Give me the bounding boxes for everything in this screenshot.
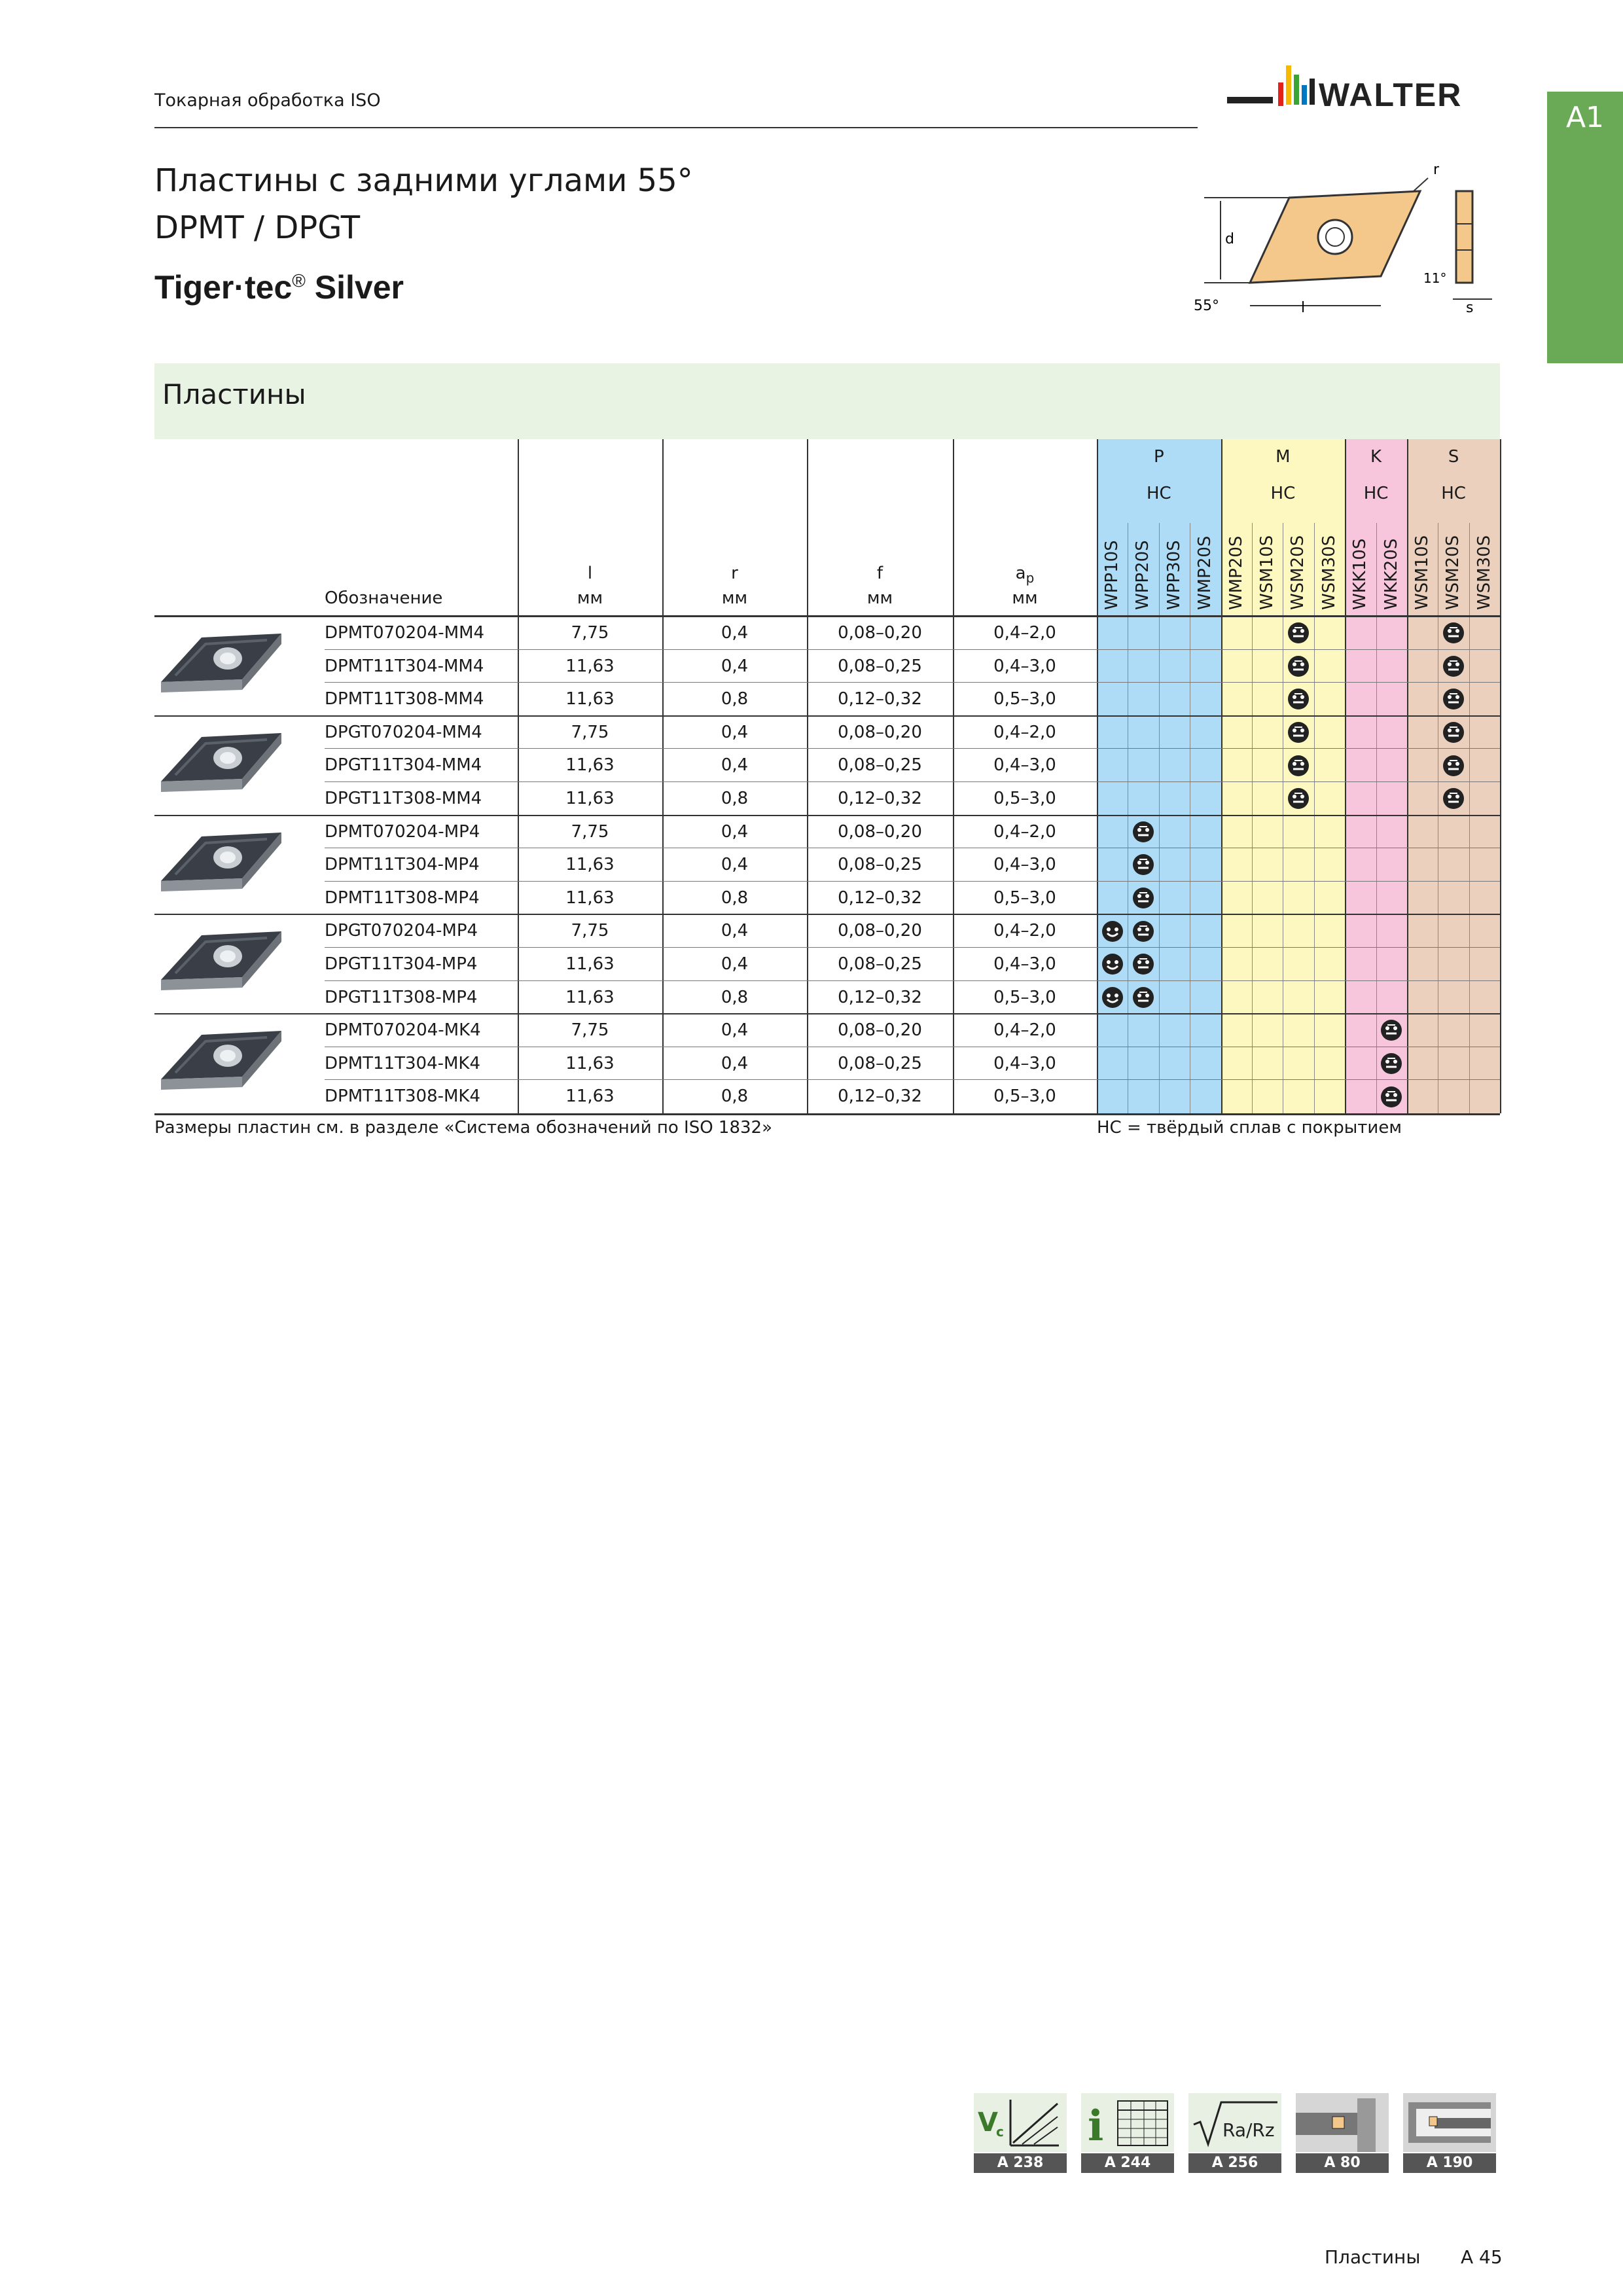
recommended-grade-icon: [1442, 755, 1465, 777]
cell-f: 0,12–0,32: [838, 789, 922, 808]
cell-f: 0,08–0,20: [838, 921, 922, 941]
cell-designation: DPGT11T308-MM4: [325, 789, 482, 808]
cell-designation: DPGT11T308-MP4: [325, 987, 478, 1007]
footnote-hc: HC = твёрдый сплав с покрытием: [1097, 1118, 1402, 1138]
col-header-unit: мм: [1012, 588, 1038, 608]
table-bottom-rule: [154, 1113, 1500, 1115]
cell-designation: DPMT070204-MK4: [325, 1020, 481, 1041]
footnote-dimensions: Размеры пластин см. в разделе «Система обозначений по ISO 1832»: [154, 1118, 773, 1138]
svg-text:V: V: [978, 2108, 998, 2138]
insert-photo: [156, 925, 287, 1003]
insert-photo: [156, 726, 287, 805]
chapter-tab: A1: [1547, 92, 1623, 363]
info-table-icon: [1081, 2093, 1174, 2152]
cell-l: 11,63: [565, 789, 615, 808]
cell-ap: 0,4–3,0: [993, 855, 1056, 875]
cell-f: 0,08–0,20: [838, 821, 922, 842]
recommended-grade-icon: [1132, 920, 1154, 942]
recommended-grade-icon: [1287, 787, 1310, 810]
walter-logo: [1227, 59, 1502, 128]
cell-f: 0,08–0,20: [838, 722, 922, 742]
cell-l: 7,75: [571, 623, 609, 643]
svg-text:11°: 11°: [1423, 270, 1447, 286]
table-row: [154, 749, 1500, 782]
recommended-grade-icon: [1132, 887, 1154, 909]
svg-text:i: i: [1088, 2102, 1104, 2151]
cell-r: 0,4: [721, 722, 749, 742]
cell-r: 0,8: [721, 888, 749, 908]
cell-l: 11,63: [565, 656, 615, 676]
col-header-unit: мм: [866, 588, 893, 608]
table-row: [154, 716, 1500, 749]
cell-designation: DPGT11T304-MM4: [325, 755, 482, 776]
col-header-r: r: [731, 564, 738, 583]
col-header-ap: $a_p$: [1015, 564, 1035, 586]
recommended-grade-icon: [1132, 953, 1154, 975]
cell-r: 0,4: [721, 821, 749, 842]
cell-designation: DPMT11T304-MK4: [325, 1053, 481, 1073]
grade-label: WPP10S: [1102, 540, 1122, 610]
cell-l: 11,63: [565, 755, 615, 776]
cell-ap: 0,4–3,0: [993, 656, 1056, 676]
svg-text:s: s: [1466, 300, 1474, 316]
table-row: [154, 683, 1500, 716]
recommended-grade-icon: [1442, 787, 1465, 810]
recommended-grade-icon: [1380, 1052, 1402, 1075]
cell-f: 0,08–0,25: [838, 656, 922, 676]
grade-label: WSM30S: [1319, 535, 1339, 610]
recommended-grade-icon: [1287, 622, 1310, 644]
cell-l: 11,63: [565, 954, 615, 974]
cell-f: 0,08–0,20: [838, 1020, 922, 1041]
cell-f: 0,08–0,25: [838, 1053, 922, 1073]
table-row: [154, 914, 1500, 948]
table-row: [154, 882, 1500, 915]
surface-roughness-icon: [1188, 2093, 1281, 2152]
nav-boring-bars[interactable]: [1403, 2093, 1496, 2173]
recommended-grade-icon: [1132, 853, 1154, 876]
table-row: [154, 1047, 1500, 1081]
page-number: A 45: [1461, 2246, 1503, 2268]
cell-l: 11,63: [565, 1053, 615, 1073]
cell-r: 0,4: [721, 954, 749, 974]
grade-label: WMP20S: [1226, 535, 1246, 610]
grade-label: WSM10S: [1257, 535, 1277, 610]
svg-text:d: d: [1225, 231, 1234, 247]
grade-group-material: HC: [1270, 484, 1296, 503]
svg-text:Ra/Rz: Ra/Rz: [1222, 2119, 1275, 2141]
recommended-grade-icon: [1442, 655, 1465, 677]
cell-designation: DPMT11T304-MM4: [325, 656, 484, 676]
grade-label: WMP20S: [1195, 535, 1215, 610]
grade-label: WPP20S: [1133, 540, 1153, 610]
boring-bar-icon: [1403, 2093, 1496, 2152]
cell-ap: 0,4–2,0: [993, 722, 1056, 742]
first-choice-grade-icon: [1101, 953, 1124, 975]
header-divider: [154, 127, 1198, 128]
cell-r: 0,4: [721, 755, 749, 776]
nav-label: A 80: [1296, 2153, 1389, 2173]
cell-l: 11,63: [565, 1086, 615, 1107]
recommended-grade-icon: [1132, 821, 1154, 843]
cell-l: 11,63: [565, 987, 615, 1007]
cell-l: 7,75: [571, 921, 609, 941]
col-header-designation: Обозначение: [325, 588, 443, 608]
cell-ap: 0,5–3,0: [993, 689, 1056, 709]
table-row: [154, 848, 1500, 882]
cell-r: 0,8: [721, 789, 749, 808]
grade-label: WPP30S: [1164, 540, 1184, 610]
grade-label: WKK10S: [1350, 538, 1370, 610]
product-line-title: Tiger·tec® Silver: [154, 269, 404, 306]
cell-designation: DPMT11T304-MP4: [325, 855, 480, 875]
cell-f: 0,08–0,25: [838, 755, 922, 776]
nav-label: A 190: [1403, 2153, 1496, 2173]
grade-group-code: M: [1275, 447, 1291, 467]
cell-l: 11,63: [565, 689, 615, 709]
recommended-grade-icon: [1287, 721, 1310, 744]
footer-section-label: Пластины: [1325, 2246, 1421, 2268]
cell-designation: DPMT11T308-MK4: [325, 1086, 481, 1107]
first-choice-grade-icon: [1101, 986, 1124, 1009]
nav-cutting-data[interactable]: [974, 2093, 1067, 2173]
recommended-grade-icon: [1287, 688, 1310, 710]
section-title: Пластины: [162, 378, 306, 410]
svg-text:c: c: [996, 2124, 1004, 2140]
table-row: [154, 1014, 1500, 1047]
cell-l: 11,63: [565, 888, 615, 908]
cell-designation: DPMT070204-MP4: [325, 821, 480, 842]
nav-info[interactable]: [1081, 2093, 1174, 2173]
cell-r: 0,4: [721, 1053, 749, 1073]
cell-f: 0,12–0,32: [838, 987, 922, 1007]
svg-text:r: r: [1433, 165, 1440, 178]
svg-text:l: l: [1301, 300, 1306, 316]
recommended-grade-icon: [1442, 688, 1465, 710]
cell-r: 0,4: [721, 1020, 749, 1041]
nav-label: A 244: [1081, 2153, 1174, 2173]
grade-group-material: HC: [1146, 484, 1171, 503]
grade-group-code: K: [1370, 447, 1382, 467]
svg-text:55°: 55°: [1194, 298, 1219, 314]
svg-text:WALTER: WALTER: [1319, 77, 1463, 113]
col-header-f: f: [876, 564, 883, 583]
nav-label: A 238: [974, 2153, 1067, 2173]
cell-r: 0,4: [721, 656, 749, 676]
recommended-grade-icon: [1442, 721, 1465, 744]
cell-r: 0,4: [721, 855, 749, 875]
cell-ap: 0,4–2,0: [993, 821, 1056, 842]
recommended-grade-icon: [1442, 622, 1465, 644]
section-band: [154, 363, 1500, 439]
cell-ap: 0,4–3,0: [993, 1053, 1056, 1073]
cell-ap: 0,4–3,0: [993, 755, 1056, 776]
inserts-table: [154, 439, 1500, 1113]
nav-label: A 256: [1188, 2153, 1281, 2173]
cell-designation: DPMT070204-MM4: [325, 623, 485, 643]
col-header-unit: мм: [577, 588, 603, 608]
grade-group-code: S: [1448, 447, 1459, 467]
cell-r: 0,8: [721, 1086, 749, 1107]
insert-geometry-diagram: [1191, 165, 1505, 329]
cell-designation: DPMT11T308-MP4: [325, 888, 480, 908]
insert-photo: [156, 1024, 287, 1103]
recommended-grade-icon: [1287, 755, 1310, 777]
cell-ap: 0,4–2,0: [993, 1020, 1056, 1041]
cell-l: 7,75: [571, 1020, 609, 1041]
cell-f: 0,08–0,25: [838, 855, 922, 875]
grade-label: WSM30S: [1474, 535, 1494, 610]
cell-ap: 0,4–2,0: [993, 921, 1056, 941]
insert-photo: [156, 627, 287, 706]
recommended-grade-icon: [1132, 986, 1154, 1009]
section-label: Токарная обработка ISO: [154, 90, 381, 111]
cell-ap: 0,5–3,0: [993, 789, 1056, 808]
cell-f: 0,08–0,20: [838, 623, 922, 643]
grade-group-material: HC: [1441, 484, 1466, 503]
grade-label: WSM20S: [1443, 535, 1463, 610]
recommended-grade-icon: [1380, 1086, 1402, 1108]
grade-label: WKK20S: [1381, 538, 1401, 610]
cell-designation: DPGT070204-MM4: [325, 722, 482, 742]
cell-f: 0,12–0,32: [838, 888, 922, 908]
cell-designation: DPGT070204-MP4: [325, 921, 478, 941]
cell-designation: DPMT11T308-MM4: [325, 689, 484, 709]
table-row: [154, 816, 1500, 849]
recommended-grade-icon: [1287, 655, 1310, 677]
col-header-l: l: [587, 564, 593, 583]
table-row: [154, 782, 1500, 816]
table-row: [154, 948, 1500, 981]
insert-photo: [156, 826, 287, 905]
cell-r: 0,8: [721, 987, 749, 1007]
table-row: [154, 617, 1500, 650]
page-title: Пластины с задними углами 55°: [154, 162, 693, 199]
grade-group-code: P: [1153, 447, 1164, 467]
grade-label: WSM10S: [1412, 535, 1432, 610]
cell-r: 0,4: [721, 921, 749, 941]
cutting-speed-icon: [974, 2093, 1067, 2152]
cell-designation: DPGT11T304-MP4: [325, 954, 478, 974]
table-row: [154, 1080, 1500, 1113]
cell-ap: 0,4–2,0: [993, 623, 1056, 643]
cell-l: 11,63: [565, 855, 615, 875]
table-row: [154, 981, 1500, 1014]
cell-l: 7,75: [571, 722, 609, 742]
nav-roughness[interactable]: [1188, 2093, 1281, 2173]
cell-f: 0,12–0,32: [838, 1086, 922, 1107]
page-subtitle: DPMT / DPGT: [154, 209, 361, 246]
cell-f: 0,12–0,32: [838, 689, 922, 709]
cell-f: 0,08–0,25: [838, 954, 922, 974]
table-row: [154, 650, 1500, 683]
nav-toolholders[interactable]: [1296, 2093, 1389, 2173]
cell-ap: 0,4–3,0: [993, 954, 1056, 974]
cell-r: 0,8: [721, 689, 749, 709]
cell-ap: 0,5–3,0: [993, 1086, 1056, 1107]
cell-r: 0,4: [721, 623, 749, 643]
cell-l: 7,75: [571, 821, 609, 842]
cell-ap: 0,5–3,0: [993, 888, 1056, 908]
first-choice-grade-icon: [1101, 920, 1124, 942]
group-divider: [1500, 439, 1501, 1113]
grade-label: WSM20S: [1288, 535, 1308, 610]
col-header-unit: мм: [721, 588, 748, 608]
toolholder-icon: [1296, 2093, 1389, 2152]
recommended-grade-icon: [1380, 1019, 1402, 1041]
grade-group-material: HC: [1363, 484, 1389, 503]
cell-ap: 0,5–3,0: [993, 987, 1056, 1007]
